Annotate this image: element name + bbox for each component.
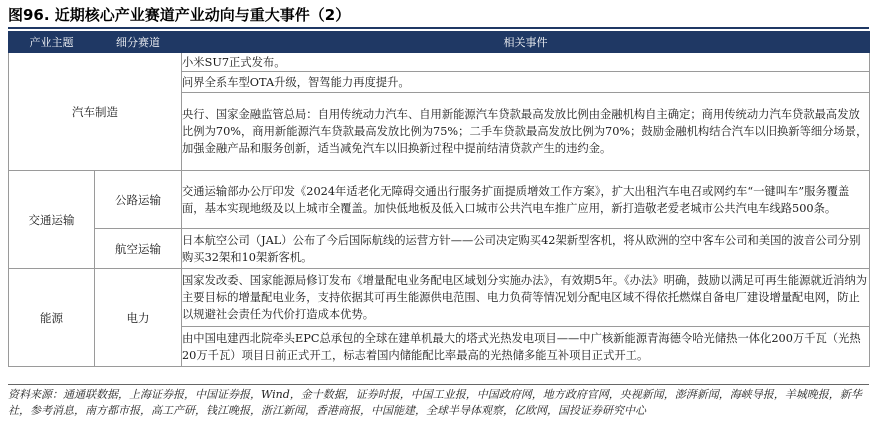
event-cell: 交通运输部办公厅印发《2024年适老化无障碍交通出行服务扩面提质增效工作方案》，扩大出租汽车电召或网约车“一键叫车”服务覆盖面，基本实现地级及以上城市全覆盖。加快低地板及低入口城市公共汽电车推广应用，新打造敬老爱老城市公共汽电车线路500条。 [182, 171, 870, 229]
subsector-cell-air: 航空运输 [95, 229, 182, 269]
table-row [9, 229, 870, 269]
header-events: 相关事件 [182, 32, 870, 53]
table-row [9, 53, 870, 72]
theme-cell-auto: 汽车制造 [9, 53, 182, 171]
events-table [8, 31, 870, 367]
event-cell: 小米SU7正式发布。 [182, 53, 870, 72]
theme-cell-transport: 交通运输 [9, 171, 95, 269]
event-cell: 问界全系车型OTA升级，智驾能力再度提升。 [182, 72, 870, 93]
table-row [9, 171, 870, 229]
event-cell: 日本航空公司（JAL）公布了今后国际航线的运营方针——公司决定购买42架新型客机，将从欧洲的空中客车公司和美国的波音公司分别购买32架和10架新客机。 [182, 229, 870, 269]
event-cell: 国家发改委、国家能源局修订发布《增量配电业务配电区域划分实施办法》，有效期5年。《办法》明确，鼓励以满足可再生能源就近消纳为主要目标的增量配电业务，支持依据其可再生能源供电范围、电力负荷等情况划分配电区域不得依托燃煤自备电厂建设增量配电网，防止以规避社会责任为代价打造成本优势。 [182, 269, 870, 327]
header-subsector: 细分赛道 [95, 32, 182, 53]
header-theme: 产业主题 [9, 32, 95, 53]
title-rule [8, 27, 869, 29]
figure-title: 图96. 近期核心产业赛道产业动向与重大事件（2） [8, 6, 351, 24]
theme-cell-energy: 能源 [9, 269, 95, 367]
event-cell: 由中国电建西北院牵头EPC总承包的全球在建单机最大的塔式光热发电项目——中广核新能源青海德令哈光储热一体化200万千瓦（光热20万千瓦）项目日前正式开工，标志着国内储能配比率最高的光热储多能互补项目正式开工。 [182, 327, 870, 367]
subsector-cell-road: 公路运输 [95, 171, 182, 229]
table-row [9, 269, 870, 327]
table-header-row [9, 32, 870, 53]
source-note: 资料来源：通通联数据，上海证券报，中国证券报，Wind，金十数据，证券时报，中国工业报，中国政府网，地方政府官网，央视新闻，澎湃新闻，海峡导报，羊城晚报，新华社，参考消息，南方都市报，高工产研，钱江晚报，浙江新闻，香港商报，中国能建，全球半导体观察，亿欧网，国投证券研究中心 [8, 384, 869, 419]
event-cell: 央行、国家金融监管总局：自用传统动力汽车、自用新能源汽车贷款最高发放比例由金融机构自主确定；商用传统动力汽车贷款最高发放比例为70%，商用新能源汽车贷款最高发放比例为75%；二手车贷款最高发放比例为70%；鼓励金融机构结合汽车以旧换新等细分场景，加强金融产品和服务创新，适当减免汽车以旧换新过程中提前结清贷款产生的违约金。 [182, 93, 870, 171]
subsector-cell-power: 电力 [95, 269, 182, 367]
